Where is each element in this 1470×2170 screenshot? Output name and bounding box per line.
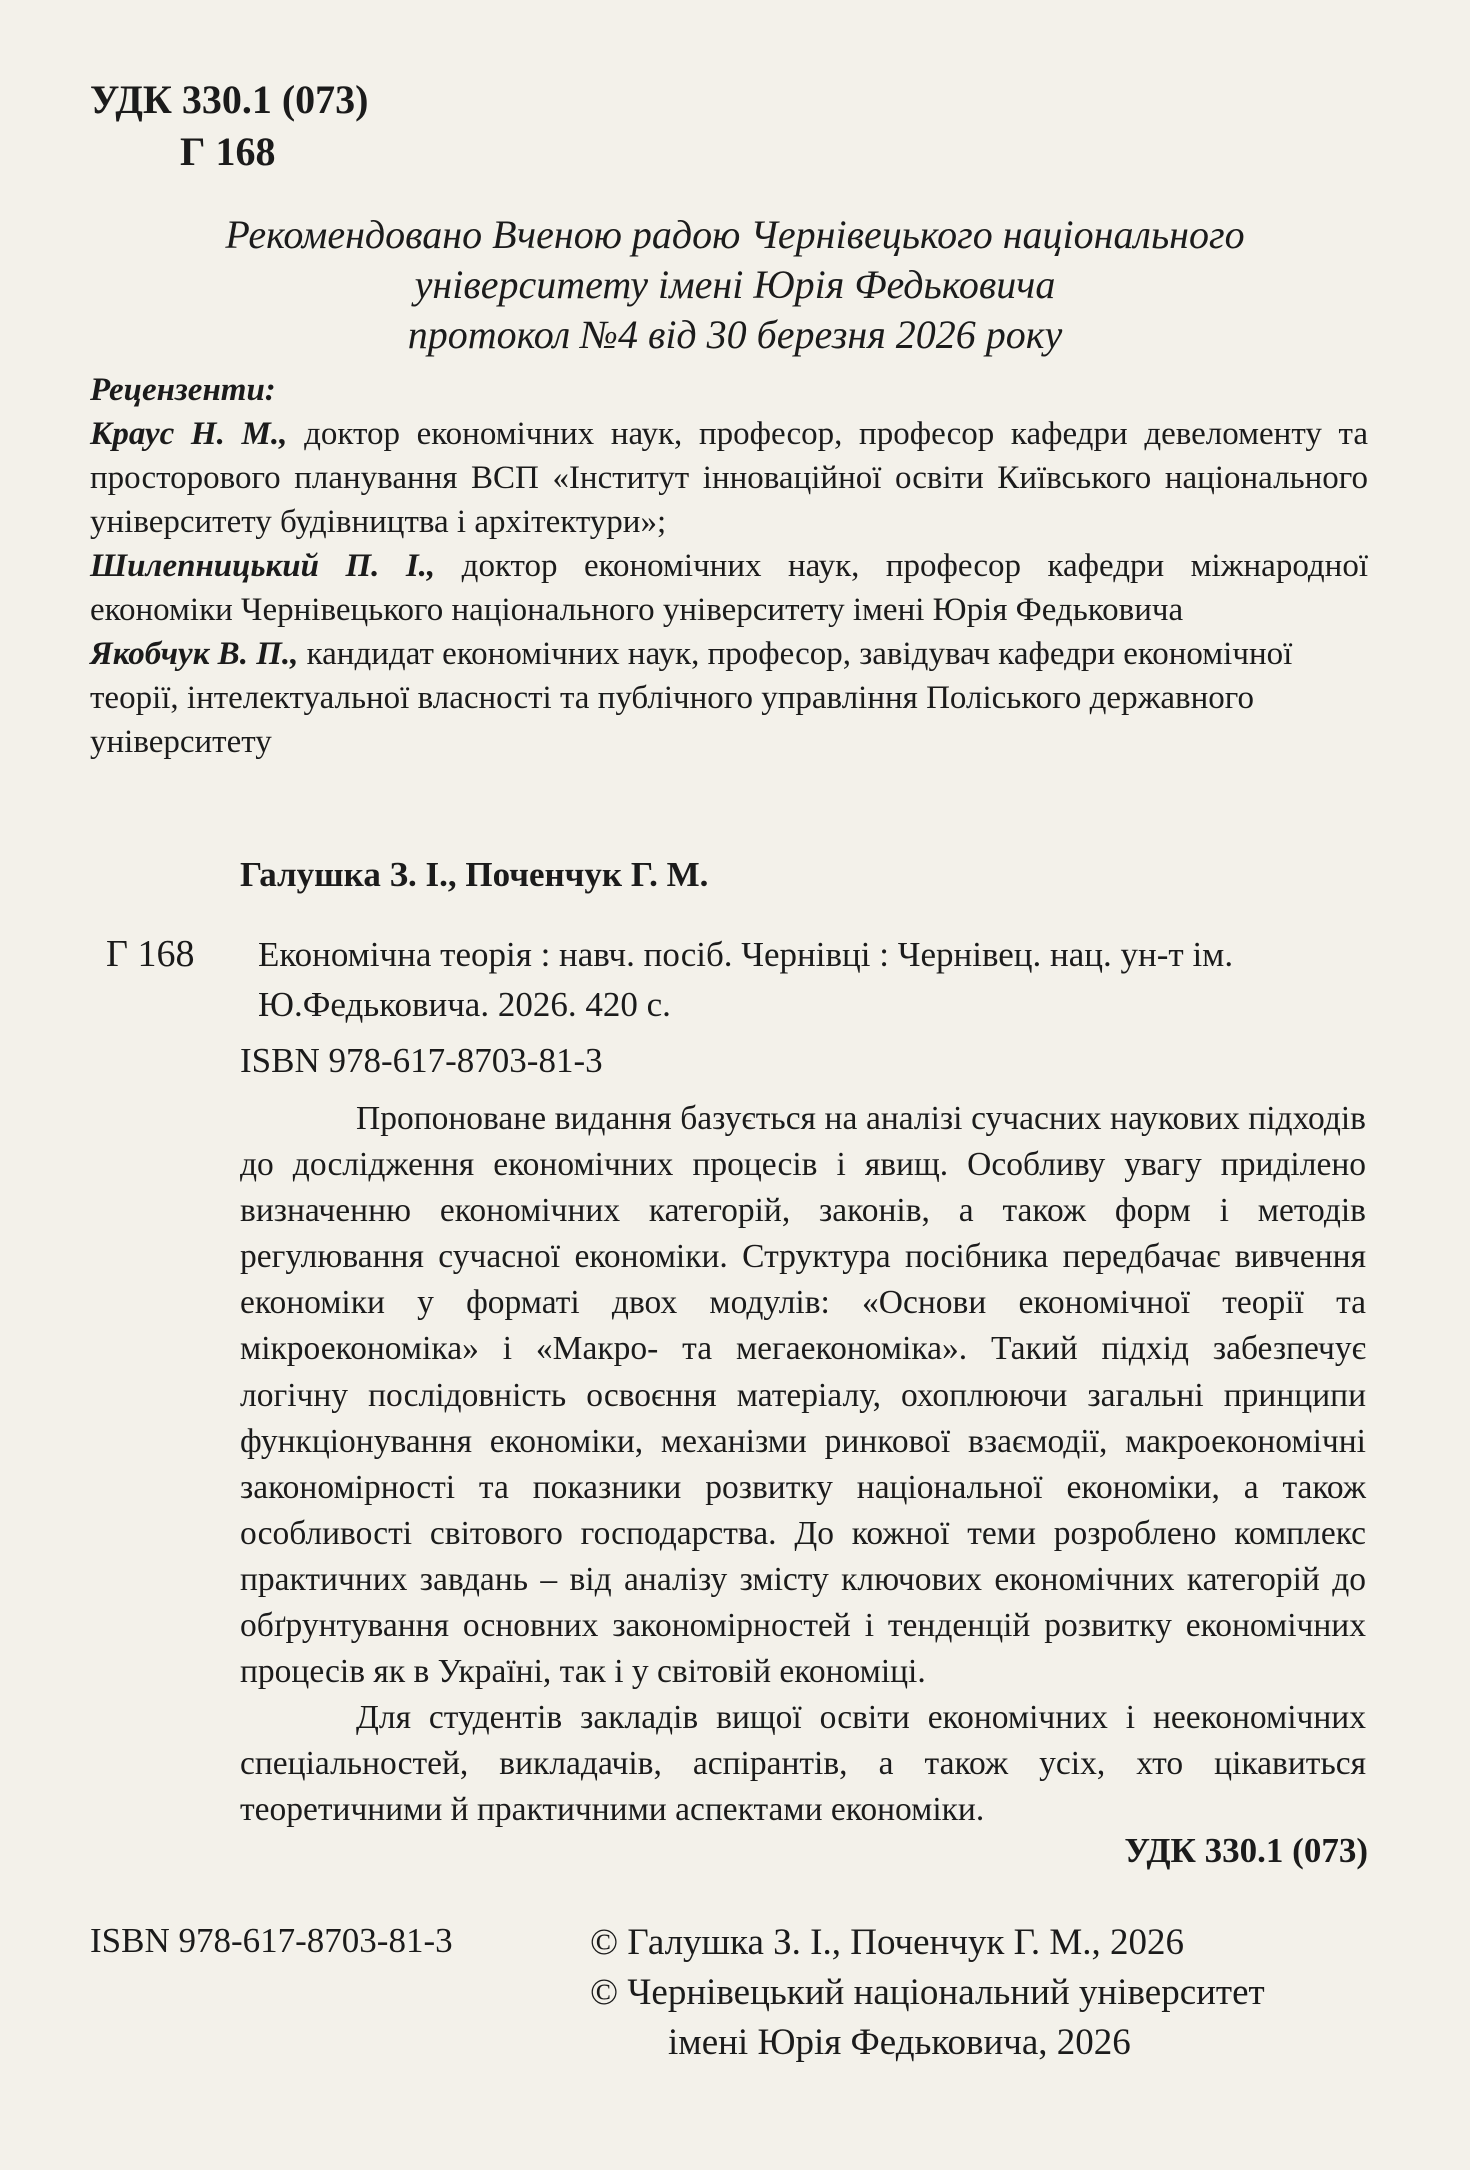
reviewer-entry: [90, 412, 1368, 544]
copyright-university-name: імені Юрія Федьковича, 2026: [668, 2022, 1131, 2063]
bibliographic-line-1: Економічна теорія : навч. посіб. Чернівці : Чернівец. нац. ун-т ім.: [258, 935, 1234, 974]
reviewer-details: доктор економічних наук, професор кафедри міжнародної економіки Чернівецького національного університету імені Юрія Федьковича: [90, 548, 1368, 628]
recommendation-line-2: університету імені Юрія Федьковича: [414, 262, 1056, 307]
udk-header: [90, 74, 368, 178]
audience-paragraph: Для студентів закладів вищої освіти економічних і неекономічних спеціальностей, викладачів, аспірантів, а також усіх, хто цікавиться теоретичними й практичними аспектами економіки.: [240, 1699, 1366, 1829]
reviewer-details: доктор економічних наук, професор, професор кафедри девеломенту та просторового планування ВСП «Інститут інноваційної освіти Київського національного університету будівництва і архітектури»;: [90, 416, 1368, 540]
abstract-paragraph: Пропоноване видання базується на аналізі сучасних наукових підходів до дослідження економічних процесів і явищ. Особливу увагу приділено визначенню економічних категорій, законів, а також форм і методів регулювання сучасної економіки. Структура посібника передбачає вивчення економіки у форматі двох модулів: «Основи економічної теорії та мікроекономіка» і «Макро- та мегаекономіка». Такий підхід забезпечує логічну послідовність освоєння матеріалу, охоплюючи загальні принципи функціонування економіки, механізми ринкової взаємодії, макроекономічні закономірності та показники розвитку національної економіки, а також особливості світового господарства. До кожної теми розроблено комплекс практичних завдань – від аналізу змісту ключових економічних категорій до обґрунтування основних закономірностей і тенденцій розвитку економічних процесів як в Україні, так і у світовій економіці.: [240, 1100, 1366, 1691]
recommendation-line-3: протокол №4 від 30 березня 2026 року: [407, 312, 1063, 357]
reviewer-name: Краус Н. М.,: [90, 416, 288, 452]
recommendation-block: [90, 210, 1380, 360]
copyright-block: [590, 1918, 1265, 2068]
reviewer-details: кандидат економічних наук, професор, завідувач кафедри економічної теорії, інтелектуальної власності та публічного управління Поліського державного університету: [90, 636, 1293, 760]
reviewer-entry: [90, 544, 1368, 632]
bibliographic-description: [258, 930, 1368, 1030]
copyright-authors: © Галушка З. І., Поченчук Г. М., 2026: [590, 1922, 1185, 1963]
bibliographic-line-2: Ю.Федьковича. 2026. 420 с.: [258, 985, 671, 1024]
authors: Галушка З. І., Поченчук Г. М.: [240, 855, 709, 894]
reviewer-name: Шилепницький П. І.,: [90, 548, 436, 584]
footer-isbn: ISBN 978-617-8703-81-3: [90, 1921, 453, 1960]
udk-footer-code: УДК 330.1 (073): [1124, 1831, 1368, 1870]
author-mark: Г 168: [180, 129, 276, 174]
reviewer-entry: [90, 632, 1368, 764]
copyright-university: © Чернівецький національний університет: [590, 1972, 1265, 2013]
bibliographic-index: Г 168: [106, 933, 195, 975]
recommendation-line-1: Рекомендовано Вченою радою Чернівецького національного: [225, 212, 1245, 257]
abstract: [240, 1096, 1366, 1834]
reviewers-block: [90, 368, 1368, 764]
reviewers-heading: Рецензенти:: [90, 372, 276, 408]
reviewer-name: Якобчук В. П.,: [90, 636, 299, 672]
isbn: ISBN 978-617-8703-81-3: [240, 1041, 603, 1080]
udk-code: УДК 330.1 (073): [90, 77, 369, 122]
